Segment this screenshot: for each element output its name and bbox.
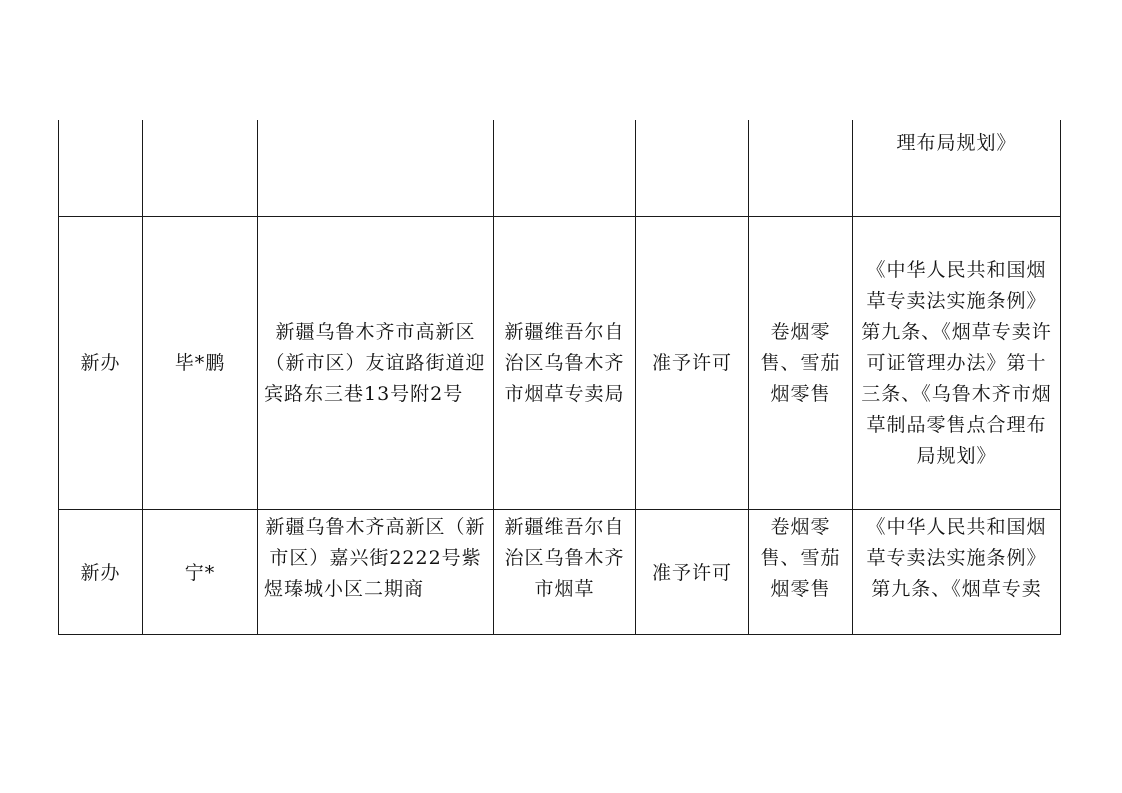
license-table [58,120,1061,635]
basis-cell: 理布局规划》 [853,120,1061,217]
address-cell: 新疆乌鲁木齐高新区（新市区）嘉兴街2222号紫煜瑧城小区二期商 [258,510,494,635]
authority-cell [494,120,636,217]
table-row [59,120,1061,217]
address-cell: 新疆乌鲁木齐市高新区（新市区）友谊路街道迎宾路东三巷13号附2号 [258,217,494,510]
scope-cell: 卷烟零售、雪茄烟零售 [749,217,853,510]
table-row [59,510,1061,635]
name-cell [143,120,258,217]
scope-cell: 卷烟零售、雪茄烟零售 [749,510,853,635]
decision-cell [636,120,749,217]
table-row [59,217,1061,510]
address-cell [258,120,494,217]
basis-cell: 《中华人民共和国烟草专卖法实施条例》第九条、《烟草专卖许可证管理办法》第十三条、《乌鲁木齐市烟草制品零售点合理布局规划》 [853,217,1061,510]
type-cell [59,120,143,217]
decision-cell: 准予许可 [636,217,749,510]
decision-cell: 准予许可 [636,510,749,635]
name-cell: 毕*鹏 [143,217,258,510]
scope-cell [749,120,853,217]
authority-cell: 新疆维吾尔自治区乌鲁木齐市烟草 [494,510,636,635]
name-cell: 宁* [143,510,258,635]
authority-cell: 新疆维吾尔自治区乌鲁木齐市烟草专卖局 [494,217,636,510]
basis-cell: 《中华人民共和国烟草专卖法实施条例》第九条、《烟草专卖 [853,510,1061,635]
type-cell: 新办 [59,217,143,510]
type-cell: 新办 [59,510,143,635]
